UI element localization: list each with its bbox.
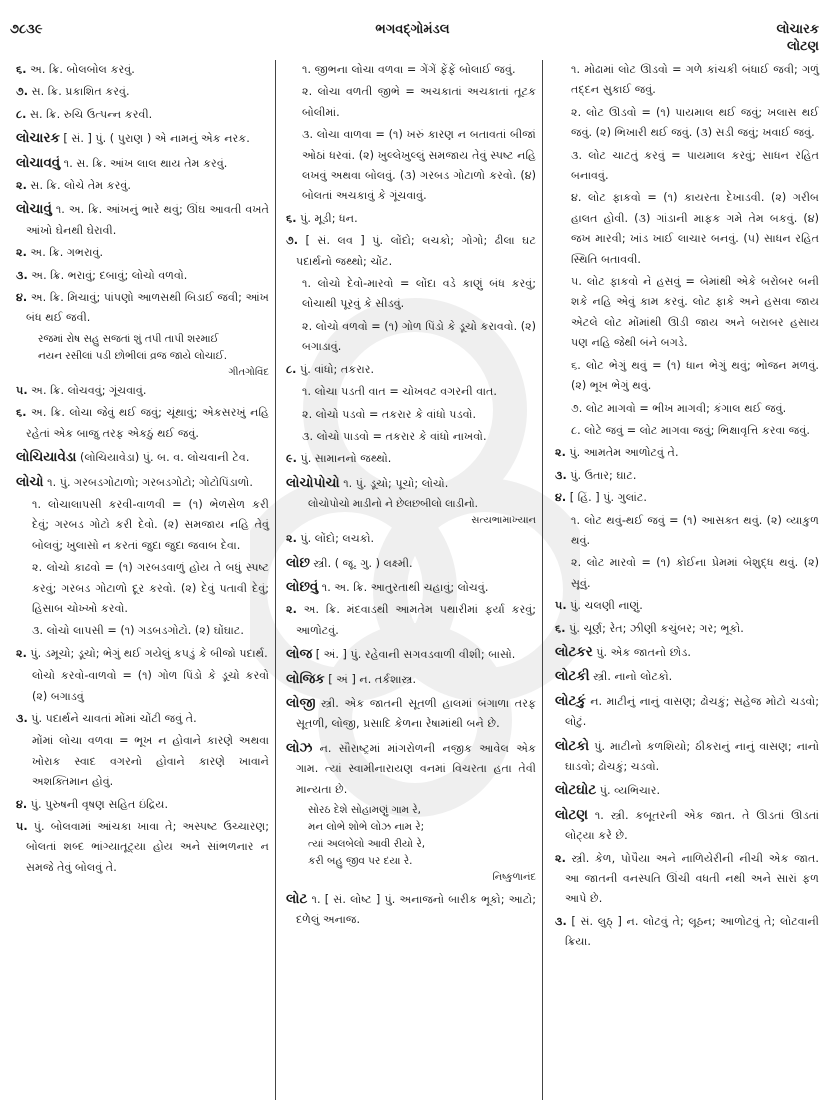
sense-text: પું. બોલવામાં આંચકા ખાવા તે; અસ્પષ્ટ ઉચ્ચારણ; બોલતાં શબ્દ ભાંગ્યાતૂટ્યા હોય અને સાંભળનાર ન સમજે તેવું બોલવું તે. xyxy=(26,820,269,874)
definition-text: ૧. સ. ક્રિ. આંખ લાલ થાય તેમ કરવું. xyxy=(63,156,228,170)
sense-item xyxy=(555,596,819,616)
definition-text: સ્ત્રી. નાનો લોટકો. xyxy=(593,670,673,684)
sense-item xyxy=(286,360,536,380)
headword: લોટકી xyxy=(555,669,590,685)
headword: લોચારક xyxy=(16,131,60,147)
definition-text: ન. માટીનું નાનું વાસણ; ઢોચકું; સહેજ મોટો ચડવો; લોટું. xyxy=(565,694,819,729)
idiom-item: ૧. લોચાલાપસી કરવી-વાળવી = (૧) ભેળસેળ કરી દેવું; ગરબડ ગોટો કરી દેવો. (૨) સમજાય નહિ તેવું બોલવું; ખુલાસો ન કરતાં જુદા જુદા જવાબ દેવા. xyxy=(32,497,269,552)
sense-number: ૪. xyxy=(555,491,567,505)
headword: લોછ xyxy=(286,555,310,571)
definition-text: ન. સૌરાષ્ટ્રમાં માંગરોળની નજીક આવેલ એક ગામ. ત્યાં સ્વામીનારાયણ વનમાં વિચરતા હતા તેવી માન્યતા છે. xyxy=(296,741,536,796)
definition-text: ૧. અ. ક્રિ. આતુરતાથી ચહાવું; લોચવું. xyxy=(321,580,489,594)
sense-item xyxy=(555,488,819,508)
dictionary-columns xyxy=(0,60,825,1100)
idiom-item: ૩. લોટ ચાટતું કરવું = પાયમાલ કરવું; સાધન રહિત બનાવવું. xyxy=(571,148,819,183)
idiom-item: ૨. લોચો પડવો = તકરાર કે વાંધો પડવો. xyxy=(302,407,477,421)
sense-number: ૬. xyxy=(286,211,297,225)
sense-text: પું. સામાનનો જથ્થો. xyxy=(300,452,392,466)
sense-text: અ. ક્રિ. લોચવવું; ગૂંચવાવું. xyxy=(31,383,147,397)
sense-item xyxy=(286,231,536,272)
column-right xyxy=(543,60,825,1100)
sense-text: સ. ક્રિ. પ્રકાશિત કરવું. xyxy=(31,85,130,99)
sense-number: ૬. xyxy=(16,406,27,420)
dictionary-entry xyxy=(16,448,269,468)
definition-text: [ અં ] ન. તર્કશાસ્ત્ર. xyxy=(328,672,417,686)
sense-text: અ. ક્રિ. ગભરાવું. xyxy=(30,246,104,260)
headword: લોચાવું xyxy=(16,202,52,218)
sense-number: ૫. xyxy=(555,599,567,613)
sense-number: ૫. xyxy=(16,383,28,397)
sense-number: ૨. xyxy=(16,646,27,660)
dictionary-entry xyxy=(286,890,536,931)
idiom-item: ૧. લોચા પડતી વાત = ચોખવટ વગરની વાત. xyxy=(302,385,497,399)
sense-text: [ હિં. ] પું. ગુલાંટ. xyxy=(569,491,647,505)
headword: લોટણ xyxy=(555,807,588,823)
guide-word-first: લોચારક xyxy=(776,22,819,37)
dictionary-entry xyxy=(16,200,269,241)
dictionary-entry xyxy=(16,129,269,149)
idiom-item: ૧. લોટ થવું-થઈ જવું = (૧) આસક્ત થવું. (૨) વ્યાકુળ થવું. xyxy=(571,513,819,547)
sense-item xyxy=(555,619,819,639)
sense-item xyxy=(555,466,819,486)
headword: લોચિયાવેડા xyxy=(16,450,77,466)
sense-item xyxy=(16,709,269,729)
dictionary-entry xyxy=(555,737,819,778)
dictionary-entry xyxy=(555,781,819,801)
dictionary-entry xyxy=(16,473,269,493)
sense-number: ૨. xyxy=(286,603,297,617)
sense-text: [ સં. લવ ] પું. લોંદો; લચકો; ગોગો; ઢીલા ઘટ પદાર્થનો જથ્થો; ચોંટ. xyxy=(296,234,536,268)
headword: લોજ xyxy=(286,647,313,663)
headword: લોટઘોટ xyxy=(555,783,597,799)
dictionary-entry xyxy=(286,578,536,598)
sense-item xyxy=(16,817,269,878)
dictionary-entry xyxy=(555,806,819,847)
idiom-item: ૮. લોટે જવું = લોટ માગવા જવું; ભિક્ષાવૃત્તિ કરવા જવું. xyxy=(571,423,810,437)
sense-number: ૯. xyxy=(286,452,297,466)
dictionary-entry xyxy=(286,554,536,574)
sense-number: ૨. xyxy=(16,246,27,260)
sense-text: સ. ક્રિ. લોચે તેમ કરવું. xyxy=(30,179,131,193)
quotation-line: મન લોભે શોભે લોઝ નામ રે; xyxy=(308,821,425,833)
sense-number: ૭. xyxy=(16,85,29,99)
sense-item xyxy=(16,403,269,444)
definition-text: [ અં. ] પું. રહેવાની સગવડવાળી વીશી; બાસો. xyxy=(315,648,516,662)
sense-number: ૬. xyxy=(555,621,566,635)
sense-text: પું. પદાર્થને ચાવતાં મોંમાં ચોંટી જવું તે. xyxy=(31,711,197,725)
idiom-item: ૨. લોચો કાઢવો = (૧) ગરબડવાળું હોય તે બધું સ્પષ્ટ કરવું; ગરબડ ગોટાળો દૂર કરવો. (૨) દેવું પતાવી દેવું; હિસાબ ચોખ્ખો કરવો. xyxy=(32,561,269,615)
sense-item xyxy=(16,795,269,815)
sense-item xyxy=(16,176,269,196)
idiom-item: ૭. લોટ માગવો = ભીખ માગવી; કંગાલ થઈ જવું. xyxy=(571,401,787,415)
dictionary-entry xyxy=(555,692,819,733)
headword: લોચો xyxy=(16,474,44,490)
sense-number: ૪. xyxy=(16,797,28,811)
sense-text: પું. પુરુષની વૃષણ સહિત ઇંદ્રિય. xyxy=(30,797,169,811)
headword: લોજિક xyxy=(286,671,325,687)
sense-item xyxy=(286,529,536,549)
dictionary-entry xyxy=(286,739,536,800)
column-middle xyxy=(276,60,543,1100)
definition-text: ૧. પું. ડૂચો; પૂચો; લોચો. xyxy=(343,476,449,490)
dictionary-entry xyxy=(286,645,536,665)
idiom-item: ૩. લોચો લાપસી = (૧) ગડબડગોટો. (૨) ઘોંઘાટ. xyxy=(32,624,244,638)
definition-text: સ્ત્રી. એક જાતની સૂતળી હાલમાં બંગાળા તરફ સૂતળી, લોજી, પ્રસાદિ કેળના રેષામાંથી બને છે. xyxy=(296,696,536,731)
definition-text: પું. માટીનો કળશિયો; ઠીકરાનું નાનું વાસણ; નાનો ઘાડવો; ઢોચકું; ચડવો. xyxy=(565,739,819,773)
idiom-item: લોચો કરવો-વાળવો = (૧) ગોળ પિંડો કે ડૂચો કરવો (૨) બગાડવું xyxy=(32,669,269,703)
sense-text: પું. ઉતાર; ઘાટ. xyxy=(570,468,637,482)
definition-text: ૧. [ સં. લોષ્ટ ] પું. અનાજનો બારીક ભૂકો; આટો; દળેલું અનાજ. xyxy=(296,893,536,927)
sense-item xyxy=(555,912,819,953)
sense-item xyxy=(16,644,269,664)
sense-item xyxy=(555,849,819,910)
sense-number: ૩. xyxy=(16,711,28,725)
book-title: ભગવદ્ગોમંડલ xyxy=(375,22,450,37)
sense-number: ૨. xyxy=(16,179,27,193)
headword: લોટકું xyxy=(555,693,586,709)
sense-text: સ્ત્રી. કેળ, પોપૈયા અને નાળિયેરીની નીચી એક જાત. આ જાતની વનસ્પતિ ઊંચી વધતી નથી અને સારાં ફળ આપે છે. xyxy=(565,851,819,906)
headword: લોટકો xyxy=(555,738,590,754)
sense-item xyxy=(16,288,269,329)
sense-text: પું. મૂડી; ધન. xyxy=(300,211,358,225)
idiom-item: ૨. લોચા વળતી જીભે = અચકાતાં અચકાતાં તૂટક બોલીમાં. xyxy=(302,85,536,119)
headword: લોચાવવું xyxy=(16,155,61,171)
definition-text: [ સં. ] પું. ( પુરાણ ) એ નામનું એક નરક. xyxy=(63,132,250,146)
idiom-item: ૩. લોચા વાળવા = (૧) ખરું કારણ ન બતાવતાં બીજાં ઓઠાં ધરવાં. (૨) ખુલ્લેખુલ્લું સમજાય તેવું સ્પષ્ટ નહિ લખવું અથવા બોલવું. (૩) ગરબડ ગોટાળો કરવો. (૪) બોલતાં અચકાવું કે ગૂંચવાવું. xyxy=(302,128,536,203)
quotation-line: કરી બહુ જીવ પર દયા રે. xyxy=(308,855,413,867)
dictionary-entry xyxy=(555,667,819,687)
dictionary-entry xyxy=(286,474,536,494)
idiom-item: ૬. લોટ ભેગું થવું = (૧) ધાન ભેગું થવું; ભોજન મળવું. (૨) ભૂખ ભેગું થવું. xyxy=(571,358,819,393)
headword: લોટ xyxy=(286,892,308,907)
quotation-source: સત્યભામાખ્યાન xyxy=(471,515,536,527)
dictionary-entry xyxy=(286,670,536,690)
sense-number: ૬. xyxy=(16,63,27,76)
guide-word-last: લોટણ xyxy=(787,39,819,54)
sense-text: અ. ક્રિ. મંદવાડથી આમતેમ પથારીમાં ફર્યા કરવું; આળોટવું. xyxy=(296,603,536,637)
idiom-item: ૨. લોચો વળવો = (૧) ગોળ પિંડો કે ડૂચો કરાવવો. (૨) બગાડાવું. xyxy=(302,319,536,354)
definition-text: સ્ત્રી. ( જૂ. ગુ. ) લક્ષ્મી. xyxy=(313,556,413,570)
page-number: ૭૮૩૯ xyxy=(10,22,43,37)
sense-item xyxy=(16,381,269,401)
sense-number: ૩. xyxy=(555,468,567,482)
quotation-line: ત્યાં અલબેલો આવી રીયો રે, xyxy=(308,838,426,850)
sense-number: ૫. xyxy=(16,820,28,833)
sense-text: પું. આમતેમ આળોટવું તે. xyxy=(569,446,679,460)
definition-text: ૧. પું. ગરબડગોટાળો; ગરબડગોટો; ગોટોપિંડાળો. xyxy=(47,475,253,489)
quotation-source: ગીતગોવિંદ xyxy=(228,366,269,378)
idiom-item: ૧. લોચો દેવો-મારવો = લોંદા વડે કાણું બંધ કરવું; લોચાથી પૂરવું કે સીડવું. xyxy=(302,277,536,311)
idiom-item: ૨. લોટ મારવો = (૧) કોઈના પ્રેમમાં બેશુદ્ધ થવું. (૨) સૂવું. xyxy=(571,556,819,590)
sense-text: અ. ક્રિ. લોચા જેવું થઈ જવું; ચૂંથાવું; એકસરખું નહિ રહેતાં એક બાજુ તરફ એકઠું થઈ જવું. xyxy=(26,406,270,440)
sense-number: ૮. xyxy=(16,107,27,121)
sense-item xyxy=(286,449,536,469)
sense-item xyxy=(286,209,536,229)
headword: લોચોપોચો xyxy=(286,475,340,491)
sense-item xyxy=(16,60,269,80)
dictionary-entry xyxy=(555,643,819,663)
sense-item xyxy=(555,443,819,463)
sense-text: અ. ક્રિ. ભરાવું; દબાવું; લોચો વળવો. xyxy=(31,268,188,282)
page-header xyxy=(0,0,825,58)
idiom-item: ૩. લોચો પાડવો = તકરાર કે વાંધો નાખવો. xyxy=(302,429,487,443)
guide-words xyxy=(776,21,819,55)
sense-text: પું. લોંદો; લચકો. xyxy=(300,532,375,546)
definition-text: ૧. અ. ક્રિ. આંખનું ભારે થવું; ઊંઘ આવતી વખતે આંખો ઘેનથી ઘેરાવી. xyxy=(26,203,269,237)
quotation-line: નયન રસીલાં પડી છોભીલાં વ્રજ જાયે લોચાઈ. xyxy=(38,349,227,362)
quotation-line: લોચોપોચો માડીનો ને છેલછબીલો લાડીનો. xyxy=(308,498,478,511)
sense-text: પું. ડમૂચો; ડૂચો; ભેગું થઈ ગયેલું કપડું કે બીજો પદાર્થ. xyxy=(30,646,268,660)
idiom-item: ૫. લોટ ફાકવો ને હસવું = બેમાંથી એકે બરોબર બની શકે નહિ એવું કામ કરવું. લોટ ફાકે અને હસવા જાય એટલે લોટ મોંમાંથી ઊડી જાય અને બરાબર હસાય પણ નહિ જેથી બંને બગડે. xyxy=(571,275,819,350)
headword: લોઝ xyxy=(286,740,313,756)
sense-text: અ. ક્રિ. બોલબોલ કરવું. xyxy=(30,63,135,76)
sense-item xyxy=(16,266,269,286)
definition-text: પું. વ્યભિચાર. xyxy=(599,784,661,798)
sense-text: પું. ચલણી નાણું. xyxy=(570,599,643,613)
definition-text: પું. એક જાતનો છોડ. xyxy=(596,645,691,659)
sense-number: ૮. xyxy=(286,362,297,376)
sense-text: [ સં. લુઠ્ ] ન. લોટવું તે; લૂઠન; આળોટવું તે; લોટવાની ક્રિયા. xyxy=(565,914,819,949)
quotation-line: રજમાં રોષ સહુ સજતાં શું તપી તાપી શરમાઈ xyxy=(38,332,219,345)
sense-text: અ. ક્રિ. મિચાવું; પાંપણો આળસથી બિડાઈ જવી; આંખ બંધ થઈ જવી. xyxy=(26,291,270,325)
quotation-line: સોરઠ દેશે સોહામણું ગામ રે, xyxy=(308,804,421,816)
sense-number: ૩. xyxy=(555,914,567,928)
sense-number: ૨. xyxy=(286,532,297,546)
sense-number: ૭. xyxy=(286,234,299,248)
sense-text: સ. ક્રિ. રુચિ ઉત્પન્ન કરવી. xyxy=(29,107,153,121)
idiom-item: ૪. લોટ ફાકવો = (૧) કાયરતા દેખાડવી. (૨) ગરીબ હાલત હોવી. (૩) ગાંડાની માફક ગમે તેમ બકવું. (૪) જખ મારવી; ખાંડ ખાઈ લાચાર બનવું. (૫) સાધન રહિત સ્થિતિ બતાવવી. xyxy=(571,191,819,266)
headword: લોજી xyxy=(286,695,316,711)
headword: લોછવું xyxy=(286,579,319,595)
sense-item xyxy=(16,105,269,125)
idiom-item: ૧. જીભના લોચા વળવા = ગેંગેં ફેંફેં બોલાઈ જવું. xyxy=(302,63,516,76)
dictionary-entry xyxy=(16,154,269,174)
sense-item xyxy=(16,243,269,263)
sense-number: ૪. xyxy=(16,291,28,305)
sense-text: પું. ચૂર્ણ; રેત; ઝીણી કચુંબર; ગર; ભૂકો. xyxy=(569,621,744,635)
idiom-item: ૨. લોટ ઊડવો = (૧) પાયમાલ થઈ જવું; ખલાસ થઈ જવું. (૨) ભિખારી થઈ જવું. (૩) સડી જવું; ખવાઈ જવું. xyxy=(571,105,819,140)
column-left xyxy=(0,60,276,1100)
sense-number: ૨. xyxy=(555,446,566,460)
sense-item xyxy=(286,600,536,641)
dictionary-entry xyxy=(286,694,536,735)
sense-number: ૨. xyxy=(555,851,566,865)
headword: લોટકર xyxy=(555,644,593,660)
sense-number: ૩. xyxy=(16,268,28,282)
definition-text: ૧. સ્ત્રી. કબૂતરની એક જાત. તે ઊડતાં ઊડતાં લોટ્યા કરે છે. xyxy=(565,808,819,843)
sense-item xyxy=(16,82,269,102)
quotation-source: નિષ્કુળાનંદ xyxy=(492,872,536,883)
definition-text: (લોચિયાવેડા) પું. બ. વ. લોચવાની ટેવ. xyxy=(80,451,250,465)
idiom-item: ૧. મોઢામાં લોટ ઊડવો = ગળે કાંચકી બંધાઈ જવી; ગળું તદ્દન સુકાઈ જવું. xyxy=(571,63,819,97)
sense-text: પું. વાંધો; તકરાર. xyxy=(299,362,375,376)
idiom-item: મોંમાં લોચા વળવા = ભૂખ ન હોવાને કારણે અથવા ખોરાક સ્વાદ વગરનો હોવાને કારણે ખાવાને અશક્તિમાન હોવું. xyxy=(32,734,269,789)
